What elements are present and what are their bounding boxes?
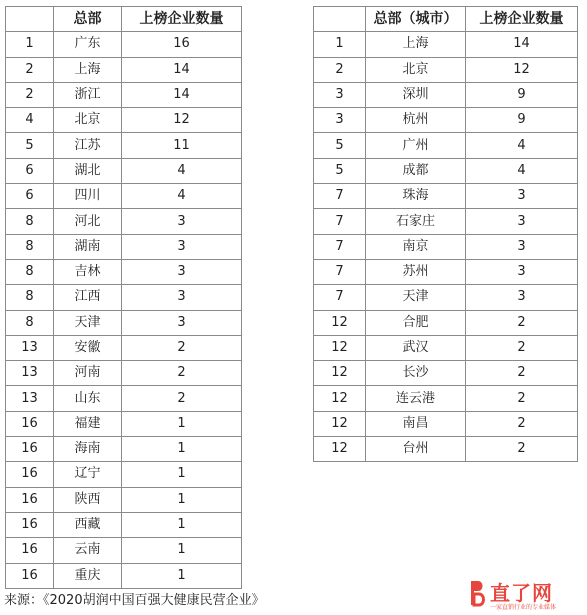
table-row <box>314 209 578 234</box>
count-cell: 2 <box>466 437 578 462</box>
rank-cell: 16 <box>6 487 54 512</box>
table-row <box>314 335 578 360</box>
table-row <box>6 563 242 588</box>
hq-cell: 成都 <box>366 158 466 183</box>
table-row <box>6 462 242 487</box>
count-cell: 2 <box>466 386 578 411</box>
hq-cell: 陕西 <box>54 487 122 512</box>
count-cell: 3 <box>466 259 578 284</box>
rank-cell: 7 <box>314 184 366 209</box>
count-cell: 4 <box>466 133 578 158</box>
rank-cell: 16 <box>6 563 54 588</box>
rank-cell: 12 <box>314 335 366 360</box>
count-cell: 1 <box>122 512 242 537</box>
count-cell: 1 <box>122 411 242 436</box>
hq-cell: 长沙 <box>366 361 466 386</box>
table-row <box>6 437 242 462</box>
hq-cell: 云南 <box>54 538 122 563</box>
rank-cell: 7 <box>314 285 366 310</box>
hq-cell: 连云港 <box>366 386 466 411</box>
city-table-body <box>314 32 578 462</box>
header-hq: 总部 <box>54 7 122 32</box>
table-row <box>314 32 578 57</box>
rank-cell: 16 <box>6 437 54 462</box>
rank-cell: 1 <box>6 32 54 57</box>
hq-cell: 吉林 <box>54 259 122 284</box>
table-row <box>6 285 242 310</box>
rank-cell: 8 <box>6 234 54 259</box>
count-cell: 4 <box>122 158 242 183</box>
table-row <box>6 234 242 259</box>
hq-cell: 浙江 <box>54 82 122 107</box>
rank-cell: 8 <box>6 209 54 234</box>
table-header-row <box>6 7 242 32</box>
table-row <box>6 133 242 158</box>
logo-mark-icon <box>468 579 486 607</box>
rank-cell: 12 <box>314 386 366 411</box>
rank-cell: 5 <box>314 133 366 158</box>
table-row <box>314 285 578 310</box>
watermark-logo <box>468 577 584 613</box>
table-row <box>6 386 242 411</box>
hq-cell: 广州 <box>366 133 466 158</box>
hq-cell: 武汉 <box>366 335 466 360</box>
table-row <box>314 234 578 259</box>
table-row <box>6 184 242 209</box>
hq-cell: 南昌 <box>366 411 466 436</box>
rank-cell: 12 <box>314 437 366 462</box>
hq-cell: 重庆 <box>54 563 122 588</box>
hq-cell: 台州 <box>366 437 466 462</box>
rank-cell: 8 <box>6 285 54 310</box>
rank-cell: 7 <box>314 234 366 259</box>
count-cell: 3 <box>122 310 242 335</box>
hq-cell: 四川 <box>54 184 122 209</box>
hq-cell: 福建 <box>54 411 122 436</box>
hq-cell: 广东 <box>54 32 122 57</box>
count-cell: 2 <box>466 361 578 386</box>
rank-cell: 7 <box>314 209 366 234</box>
hq-cell: 北京 <box>366 57 466 82</box>
rank-cell: 13 <box>6 386 54 411</box>
count-cell: 4 <box>466 158 578 183</box>
hq-cell: 北京 <box>54 108 122 133</box>
rank-cell: 2 <box>6 82 54 107</box>
count-cell: 9 <box>466 108 578 133</box>
count-cell: 3 <box>122 234 242 259</box>
rank-cell: 4 <box>6 108 54 133</box>
rank-cell: 16 <box>6 462 54 487</box>
count-cell: 2 <box>122 361 242 386</box>
rank-cell: 16 <box>6 411 54 436</box>
hq-cell: 天津 <box>54 310 122 335</box>
table-row <box>314 57 578 82</box>
table-row <box>314 184 578 209</box>
rank-cell: 2 <box>314 57 366 82</box>
watermark-name: 直了网 <box>490 581 553 605</box>
hq-cell: 深圳 <box>366 82 466 107</box>
table-header-row <box>314 7 578 32</box>
table-row <box>6 512 242 537</box>
table-row <box>314 411 578 436</box>
header-hq-city: 总部（城市） <box>366 7 466 32</box>
count-cell: 9 <box>466 82 578 107</box>
count-cell: 3 <box>466 234 578 259</box>
table-row <box>6 487 242 512</box>
count-cell: 3 <box>122 259 242 284</box>
table-row <box>314 82 578 107</box>
province-ranking-table <box>5 6 242 589</box>
rank-cell: 5 <box>6 133 54 158</box>
watermark-tagline: 一家直销行业的专业媒体 <box>490 604 557 611</box>
rank-cell: 2 <box>6 57 54 82</box>
hq-cell: 安徽 <box>54 335 122 360</box>
count-cell: 14 <box>122 82 242 107</box>
rank-cell: 6 <box>6 158 54 183</box>
header-count: 上榜企业数量 <box>466 7 578 32</box>
rank-cell: 3 <box>314 108 366 133</box>
count-cell: 11 <box>122 133 242 158</box>
table-row <box>314 108 578 133</box>
table-row <box>6 538 242 563</box>
count-cell: 1 <box>122 538 242 563</box>
table-row <box>314 361 578 386</box>
hq-cell: 江西 <box>54 285 122 310</box>
count-cell: 3 <box>466 209 578 234</box>
header-rank <box>6 7 54 32</box>
count-cell: 16 <box>122 32 242 57</box>
count-cell: 4 <box>122 184 242 209</box>
rank-cell: 13 <box>6 361 54 386</box>
rank-cell: 7 <box>314 259 366 284</box>
table-row <box>6 32 242 57</box>
province-table-body <box>6 32 242 589</box>
count-cell: 1 <box>122 563 242 588</box>
rank-cell: 12 <box>314 411 366 436</box>
hq-cell: 海南 <box>54 437 122 462</box>
table-row <box>6 335 242 360</box>
rank-cell: 8 <box>6 310 54 335</box>
source-caption: 来源：《2020胡润中国百强大健康民营企业》 <box>4 593 265 608</box>
count-cell: 14 <box>466 32 578 57</box>
rank-cell: 13 <box>6 335 54 360</box>
count-cell: 3 <box>466 184 578 209</box>
count-cell: 2 <box>122 335 242 360</box>
hq-cell: 珠海 <box>366 184 466 209</box>
table-row <box>6 361 242 386</box>
rank-cell: 1 <box>314 32 366 57</box>
hq-cell: 西藏 <box>54 512 122 537</box>
hq-cell: 石家庄 <box>366 209 466 234</box>
table-row <box>314 158 578 183</box>
hq-cell: 上海 <box>54 57 122 82</box>
table-row <box>6 259 242 284</box>
table-row <box>6 82 242 107</box>
count-cell: 2 <box>466 310 578 335</box>
hq-cell: 湖南 <box>54 234 122 259</box>
table-row <box>6 310 242 335</box>
hq-cell: 山东 <box>54 386 122 411</box>
rank-cell: 3 <box>314 82 366 107</box>
rank-cell: 12 <box>314 361 366 386</box>
hq-cell: 河南 <box>54 361 122 386</box>
table-row <box>6 158 242 183</box>
count-cell: 2 <box>466 411 578 436</box>
hq-cell: 辽宁 <box>54 462 122 487</box>
table-row <box>6 411 242 436</box>
hq-cell: 南京 <box>366 234 466 259</box>
count-cell: 1 <box>122 437 242 462</box>
city-ranking-table <box>313 6 578 462</box>
count-cell: 12 <box>466 57 578 82</box>
table-row <box>314 437 578 462</box>
count-cell: 1 <box>122 462 242 487</box>
hq-cell: 天津 <box>366 285 466 310</box>
hq-cell: 苏州 <box>366 259 466 284</box>
count-cell: 1 <box>122 487 242 512</box>
header-rank <box>314 7 366 32</box>
count-cell: 3 <box>466 285 578 310</box>
hq-cell: 合肥 <box>366 310 466 335</box>
count-cell: 2 <box>122 386 242 411</box>
table-row <box>314 259 578 284</box>
count-cell: 3 <box>122 209 242 234</box>
table-row <box>314 386 578 411</box>
hq-cell: 江苏 <box>54 133 122 158</box>
table-row <box>314 310 578 335</box>
count-cell: 12 <box>122 108 242 133</box>
rank-cell: 5 <box>314 158 366 183</box>
header-count: 上榜企业数量 <box>122 7 242 32</box>
table-row <box>6 209 242 234</box>
rank-cell: 12 <box>314 310 366 335</box>
hq-cell: 湖北 <box>54 158 122 183</box>
count-cell: 2 <box>466 335 578 360</box>
table-row <box>6 57 242 82</box>
count-cell: 3 <box>122 285 242 310</box>
rank-cell: 16 <box>6 538 54 563</box>
table-row <box>314 133 578 158</box>
hq-cell: 杭州 <box>366 108 466 133</box>
rank-cell: 16 <box>6 512 54 537</box>
table-row <box>6 108 242 133</box>
hq-cell: 河北 <box>54 209 122 234</box>
count-cell: 14 <box>122 57 242 82</box>
rank-cell: 6 <box>6 184 54 209</box>
hq-cell: 上海 <box>366 32 466 57</box>
rank-cell: 8 <box>6 259 54 284</box>
